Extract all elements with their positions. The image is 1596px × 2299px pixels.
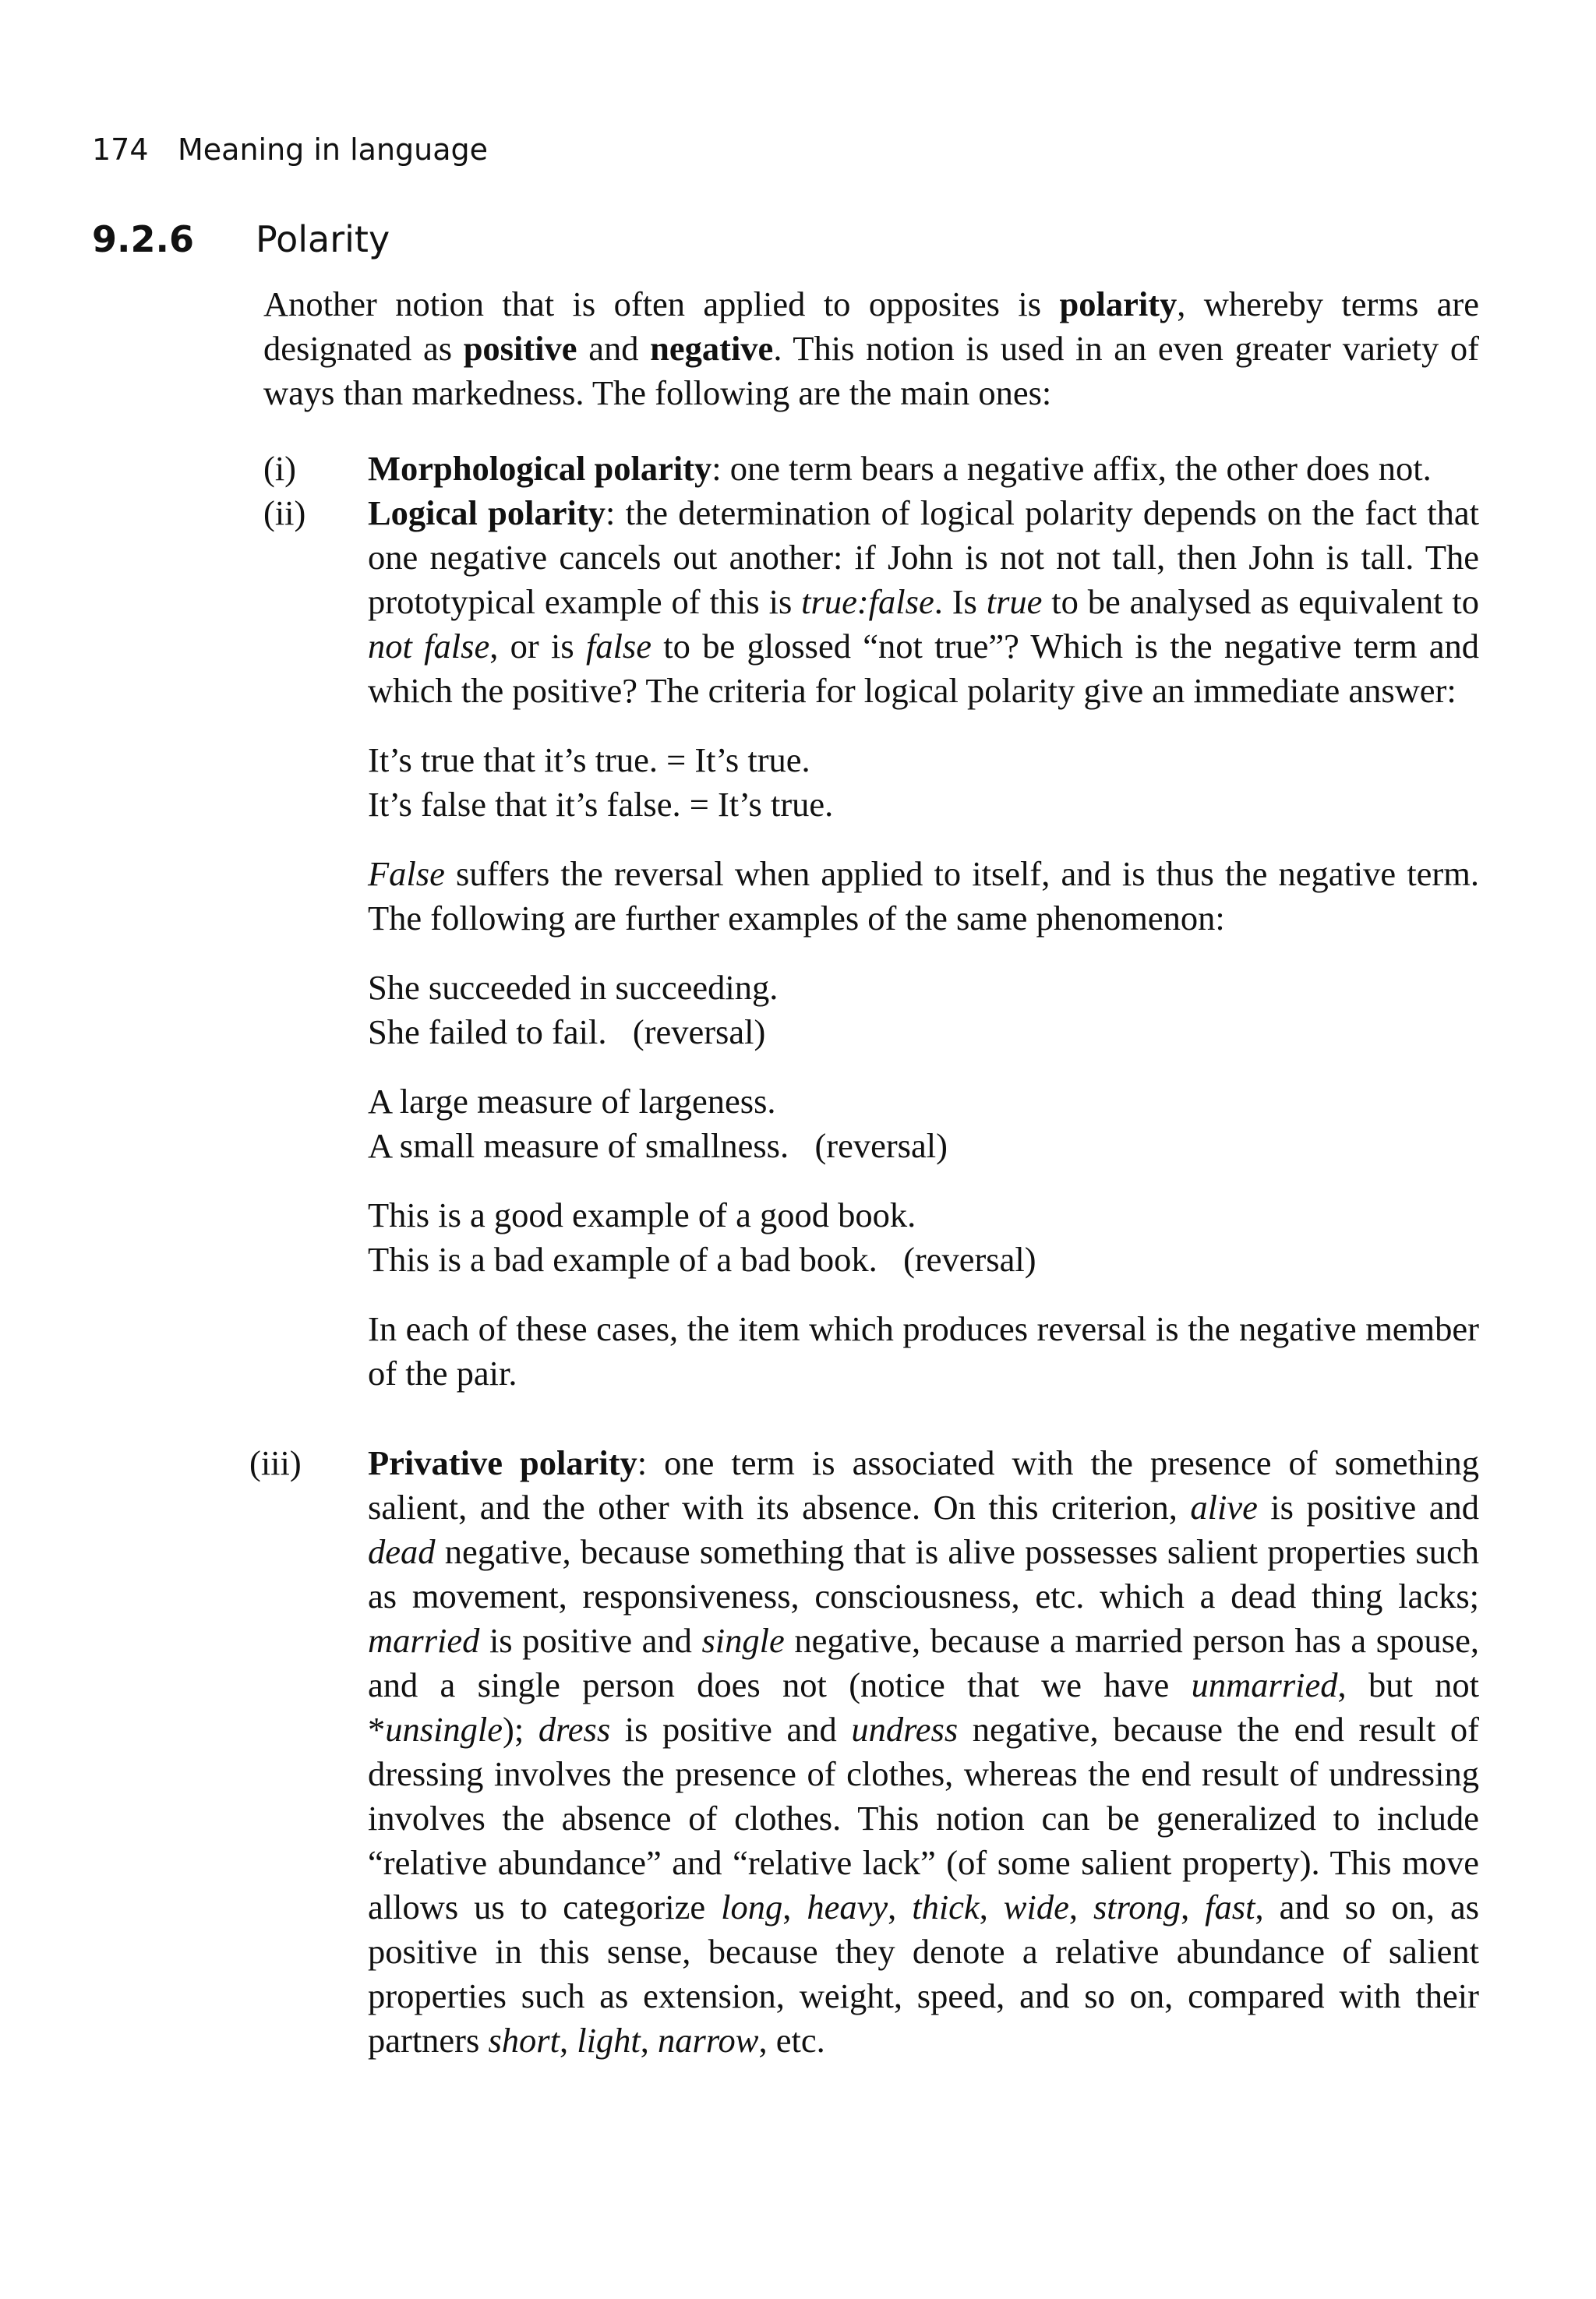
text-run: In each of these cases, the item which produces reversal is the negative member of the pair. <box>368 1309 1479 1393</box>
text-run: : one term is associated with the presence of something salient, and the other with its absence. On this criterion, <box>368 1443 1480 1527</box>
text-run: is positive and <box>1257 1488 1479 1527</box>
italic-term: wide <box>1003 1888 1069 1926</box>
italic-term: False <box>368 854 445 893</box>
item-paragraph <box>368 447 1479 491</box>
text-run: . Is <box>934 582 987 621</box>
text-run: negative, because the end result of dressing involves the presence of clothes, whereas the end result of undressing involves the absence of clothes. This notion can be generalized to include “relative abundance” and “relative lack” (of some salient property). This move allows us to categorize <box>368 1710 1479 1926</box>
example-group <box>368 966 1479 1054</box>
italic-term: fast <box>1205 1888 1255 1926</box>
item-paragraph <box>368 1307 1479 1396</box>
list-marker: (ii) <box>263 493 306 532</box>
section-title: Polarity <box>256 218 390 260</box>
italic-term: light <box>577 2021 641 2060</box>
list-item-privative-polarity <box>249 1441 1480 2063</box>
text-run: : the determination of logical polarity depends on the fact that one negative cancels out another: if John is not not tall, then John is tall. The prototypical example of this is <box>368 493 1479 621</box>
text-run: . This notion is used in an even greater variety of ways than markedness. The following are the main ones: <box>263 329 1479 412</box>
text-run: , but not * <box>368 1665 1479 1749</box>
example-line: She failed to fail. (reversal) <box>368 1012 766 1051</box>
bold-term: Privative polarity <box>368 1443 637 1482</box>
text-run: , <box>559 2021 577 2060</box>
text-run: , <box>782 1888 807 1926</box>
running-head <box>92 131 488 168</box>
text-run: Another notion that is often applied to opposites is <box>263 284 1060 323</box>
italic-term: heavy <box>807 1888 888 1926</box>
text-run: negative, because a married person has a spouse, and a single person does not (notice that we have <box>368 1621 1479 1704</box>
italic-term: not false <box>368 627 490 666</box>
list-marker: (i) <box>263 449 297 488</box>
text-run: , whereby terms are designated as <box>263 284 1479 368</box>
text-run: , etc. <box>758 2021 825 2060</box>
text-run: ); <box>503 1710 538 1749</box>
page-number: 174 <box>92 132 149 167</box>
italic-term: dead <box>368 1532 436 1571</box>
text-run: , <box>640 2021 659 2060</box>
example-line: This is a bad example of a bad book. (reversal) <box>368 1240 1036 1279</box>
text-run: , <box>1068 1888 1093 1926</box>
intro-paragraph <box>263 282 1479 415</box>
text-run: , and so on, as positive in this sense, because they denote a relative abundance of salient properties such as extension, weight, speed, and so on, compared with their partners <box>368 1888 1480 2060</box>
item-paragraph <box>368 852 1479 941</box>
example-line: This is a good example of a good book. <box>368 1195 916 1234</box>
text-run: is positive and <box>479 1621 702 1660</box>
italic-term: dress <box>538 1710 611 1749</box>
italic-term: short <box>488 2021 560 2060</box>
list-item-morphological-polarity <box>263 447 1479 491</box>
item-paragraph <box>368 1441 1479 2063</box>
text-run: is positive and <box>610 1710 852 1749</box>
italic-term: alive <box>1190 1488 1258 1527</box>
italic-term: single <box>701 1621 785 1660</box>
italic-term: true:false <box>801 582 934 621</box>
item-paragraph <box>368 491 1479 713</box>
italic-term: unsingle <box>385 1710 503 1749</box>
text-run: to be glossed “not true”? Which is the negative term and which the positive? The criteria for logical polarity give an immediate answer: <box>368 627 1479 710</box>
example-line: A large measure of largeness. <box>368 1082 776 1121</box>
text-run: suffers the reversal when applied to itself, and is thus the negative term. The following are further examples of the same phenomenon: <box>368 854 1479 938</box>
example-line: A small measure of smallness. (reversal) <box>368 1126 948 1165</box>
text-run: , or is <box>489 627 586 666</box>
bold-term: negative <box>650 329 774 368</box>
italic-term: false <box>585 627 651 666</box>
bold-term: Morphological polarity <box>368 449 712 488</box>
italic-term: undress <box>851 1710 959 1749</box>
list-marker: (iii) <box>249 1443 302 1482</box>
list-item-logical-polarity <box>263 491 1479 1396</box>
section-number: 9.2.6 <box>92 218 194 260</box>
example-line: She succeeded in succeeding. <box>368 968 779 1007</box>
text-run: and <box>577 329 651 368</box>
text-run: to be analysed as equivalent to <box>1042 582 1479 621</box>
italic-term: thick <box>912 1888 980 1926</box>
example-group <box>368 1079 1479 1168</box>
text-run: negative, because something that is alive possesses salient properties such as movement, responsiveness, consciousness, etc. which a dead thing lacks; <box>368 1532 1479 1616</box>
bold-term: polarity <box>1059 284 1178 323</box>
text-run: : one term bears a negative affix, the other does not. <box>711 449 1432 488</box>
example-group <box>368 738 1479 827</box>
italic-term: married <box>368 1621 480 1660</box>
italic-term: narrow <box>658 2021 759 2060</box>
text-run: , <box>1181 1888 1206 1926</box>
running-head-title: Meaning in language <box>178 132 489 167</box>
text-run: , <box>979 1888 1004 1926</box>
bold-term: positive <box>463 329 577 368</box>
example-line: It’s false that it’s false. = It’s true. <box>368 785 834 824</box>
example-group <box>368 1193 1479 1282</box>
body-text <box>249 282 1480 2063</box>
italic-term: long <box>721 1888 783 1926</box>
italic-term: strong <box>1093 1888 1181 1926</box>
section-heading <box>92 217 390 262</box>
text-run: , <box>888 1888 913 1926</box>
example-line: It’s true that it’s true. = It’s true. <box>368 740 810 779</box>
italic-term: true <box>986 582 1043 621</box>
italic-term: unmarried <box>1191 1665 1338 1704</box>
bold-term: Logical polarity <box>368 493 606 532</box>
